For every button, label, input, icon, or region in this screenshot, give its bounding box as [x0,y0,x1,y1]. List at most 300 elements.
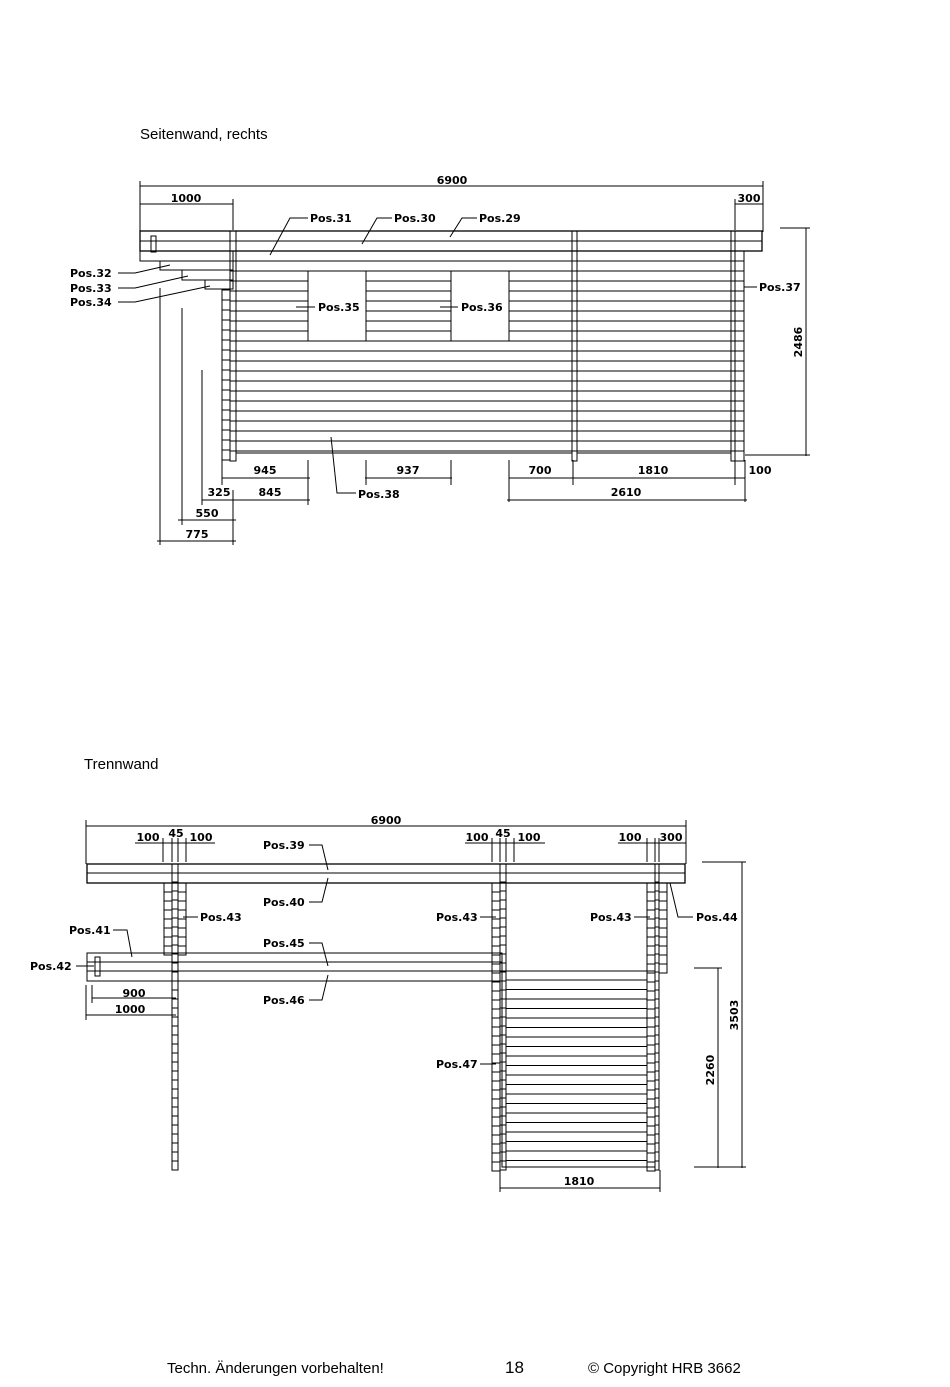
post-block [647,973,655,982]
post-block [500,1035,506,1044]
post-block [230,361,236,371]
post-block [164,946,172,955]
dim-2260: 2260 [704,1054,717,1086]
post-block [647,901,655,910]
post-block [500,1134,506,1143]
post-block [500,1107,506,1116]
post-block [647,1009,655,1018]
post-block [172,1116,178,1125]
post-block [178,919,186,928]
post-block [222,420,230,430]
post-block [178,937,186,946]
label-pos33: Pos.33 [70,282,112,295]
post-block [647,946,655,955]
post-block [500,1116,506,1125]
post-block [735,321,744,331]
dim-100-d: 100 [517,831,541,844]
post-block [655,981,659,990]
post-block [178,892,186,901]
post-block [172,918,178,927]
partition-mid-beam [87,953,502,981]
post-block [655,1035,659,1044]
post-block [230,321,236,331]
post-block [735,251,744,261]
dim-550: 550 [195,507,219,520]
post-block [572,451,577,461]
post-block [655,999,659,1008]
post-block [731,421,735,431]
post-block [500,1125,506,1134]
post-block [500,1026,506,1035]
post-block [492,964,500,973]
post-block [492,1117,500,1126]
post-block [178,901,186,910]
post-block [647,1108,655,1117]
post-block [572,241,577,251]
post-block [647,1027,655,1036]
post-block [222,310,230,320]
dim-945: 945 [253,464,277,477]
post-block [572,441,577,451]
post-block [230,351,236,361]
label-pos47: Pos.47 [436,1058,478,1071]
post-block [655,1107,659,1116]
footer-disclaimer: Techn. Änderungen vorbehalten! [167,1360,384,1377]
post-block [492,991,500,1000]
post-block [222,370,230,380]
post-block [659,928,667,937]
post-block [655,1098,659,1107]
post-block [500,1161,506,1170]
post-block [222,300,230,310]
post-block [164,928,172,937]
post-block [572,341,577,351]
dim-300: 300 [737,192,761,205]
post-block [230,391,236,401]
dim-775: 775 [185,528,209,541]
post-block [659,946,667,955]
wall-panel-left [236,231,572,453]
post-block [655,909,659,918]
post-block [735,301,744,311]
post-block [655,1053,659,1062]
post-block [572,431,577,441]
post-block [492,1090,500,1099]
post-block [731,411,735,421]
post-block [230,341,236,351]
post-block [172,1053,178,1062]
post-block [731,341,735,351]
post-block [647,892,655,901]
label-pos40: Pos.40 [263,896,305,909]
post-block [492,1009,500,1018]
post-block [647,964,655,973]
dim-6900-b: 6900 [370,814,402,827]
post-block [492,946,500,955]
post-block [735,371,744,381]
post-block [172,1080,178,1089]
post-block [172,900,178,909]
label-pos41: Pos.41 [69,924,111,937]
post-block [647,883,655,892]
post-block [492,919,500,928]
post-block [735,441,744,451]
side-wall-drawing [70,174,810,545]
post-block [230,441,236,451]
post-block [655,963,659,972]
partition-wall-title: Trennwand [84,756,159,773]
dim-1810-b: 1810 [563,1175,595,1188]
post-block [492,901,500,910]
post-block [572,411,577,421]
label-pos35: Pos.35 [318,301,360,314]
post-block [230,311,236,321]
post-block [222,410,230,420]
post-block [172,1089,178,1098]
post-block [172,873,178,882]
post-block [655,927,659,936]
post-block [647,1081,655,1090]
post-block [731,381,735,391]
post-block [731,391,735,401]
post-block [500,927,506,936]
post-block [222,360,230,370]
post-block [647,1144,655,1153]
label-pos34: Pos.34 [70,296,112,309]
post-block [572,301,577,311]
post-block [492,1108,500,1117]
post-block [492,1099,500,1108]
post-block [172,1098,178,1107]
label-pos39: Pos.39 [263,839,305,852]
post-block [172,1152,178,1161]
post-block [492,982,500,991]
post-block [731,311,735,321]
post-block [572,261,577,271]
post-block [655,1071,659,1080]
post-block [230,241,236,251]
post-block [659,883,667,892]
post-block [647,982,655,991]
post-block [500,873,506,882]
label-pos43-a: Pos.43 [200,911,242,924]
post-block [492,1135,500,1144]
post-block [572,351,577,361]
post-block [572,311,577,321]
post-block [230,381,236,391]
post-block [655,972,659,981]
post-block [222,340,230,350]
post-block [731,281,735,291]
post-block [500,891,506,900]
post-block [172,1107,178,1116]
post-block [500,981,506,990]
page-number: 18 [505,1358,524,1377]
post-block [492,1045,500,1054]
label-pos44: Pos.44 [696,911,738,924]
dim-100: 100 [748,464,772,477]
post-block [731,301,735,311]
post-block [659,892,667,901]
post-block [647,1153,655,1162]
post-block [230,231,236,241]
post-block [655,936,659,945]
post-block [172,1161,178,1170]
post-block [659,919,667,928]
post-block [172,999,178,1008]
post-block [178,946,186,955]
post-block [655,945,659,954]
label-pos36: Pos.36 [461,301,503,314]
post-block [659,955,667,964]
post-block [655,891,659,900]
infill-pos47 [502,971,655,1167]
post-block [655,900,659,909]
post-block [222,430,230,440]
post-block [572,331,577,341]
post-block [731,291,735,301]
post-block [222,330,230,340]
post-block [735,361,744,371]
post-block [655,873,659,882]
post-block [222,320,230,330]
post-block [735,381,744,391]
post-block [659,937,667,946]
post-block [735,351,744,361]
dim-3503: 3503 [728,999,741,1031]
post-block [655,1026,659,1035]
post-block [492,955,500,964]
post-block [572,361,577,371]
post-block [655,1116,659,1125]
post-block [500,1080,506,1089]
post-block [659,901,667,910]
post-block [647,1018,655,1027]
post-block [492,1153,500,1162]
post-block [222,290,230,300]
dim-700: 700 [528,464,552,477]
post-block [731,271,735,281]
post-block [647,1063,655,1072]
dim-1810: 1810 [637,464,669,477]
post-block [492,1126,500,1135]
wall-panel-right [577,231,731,453]
post-block [500,1053,506,1062]
post-block [655,1143,659,1152]
dim-100-c: 100 [465,831,489,844]
post-block [647,910,655,919]
post-block [222,450,230,460]
post-block [655,1017,659,1026]
post-block [172,981,178,990]
post-block [735,401,744,411]
post-block [500,1017,506,1026]
post-block [172,1044,178,1053]
post-block [230,451,236,461]
post-block [735,261,744,271]
label-pos43-c: Pos.43 [590,911,632,924]
post-block [500,1098,506,1107]
post-block [731,251,735,261]
post-block [492,928,500,937]
post-block [572,281,577,291]
post-block [500,990,506,999]
post-block [172,891,178,900]
footer-copyright: © Copyright HRB 3662 [588,1360,741,1377]
dim-937: 937 [396,464,420,477]
post-block [647,1135,655,1144]
post-block [164,892,172,901]
post-block [655,1134,659,1143]
label-pos32: Pos.32 [70,267,112,280]
post-block [731,401,735,411]
post-block [230,431,236,441]
post-block [647,955,655,964]
post-block [492,1027,500,1036]
post-block [731,361,735,371]
post-block [655,1062,659,1071]
post-block [500,864,506,873]
post-block [655,1152,659,1161]
post-block [230,421,236,431]
post-block [222,400,230,410]
post-block [655,1080,659,1089]
post-block [572,271,577,281]
post-block [500,936,506,945]
post-block [492,1054,500,1063]
post-block [172,864,178,873]
post-block [178,883,186,892]
post-block [655,918,659,927]
post-block [647,1090,655,1099]
post-block [647,919,655,928]
post-block [222,390,230,400]
post-block [735,451,744,461]
post-block [172,927,178,936]
post-block [492,1000,500,1009]
post-block [500,1152,506,1161]
post-block [492,1018,500,1027]
post-block [735,391,744,401]
dim-1000: 1000 [170,192,202,205]
post-block [178,928,186,937]
post-block [655,1161,659,1170]
post-block [731,321,735,331]
post-block [500,918,506,927]
post-block [172,1017,178,1026]
post-block [731,241,735,251]
post-block [492,937,500,946]
post-block [647,1000,655,1009]
post-block [164,910,172,919]
post-block [655,1089,659,1098]
label-pos45: Pos.45 [263,937,305,950]
post-block [655,1125,659,1134]
post-block [572,231,577,241]
post-block [164,883,172,892]
post-block [572,291,577,301]
dim-325: 325 [207,486,231,499]
label-pos37: Pos.37 [759,281,801,294]
post-block [731,351,735,361]
post-block [735,311,744,321]
post-block [647,1054,655,1063]
post-block [647,1126,655,1135]
post-block [731,451,735,461]
post-block [500,1089,506,1098]
dim-2610: 2610 [610,486,642,499]
post-block [492,1036,500,1045]
post-block [492,1144,500,1153]
post-block [500,1044,506,1053]
dim-45-a: 45 [168,827,184,840]
post-block [731,441,735,451]
label-pos42: Pos.42 [30,960,72,973]
post-block [230,291,236,301]
post-block [655,990,659,999]
post-block [172,1143,178,1152]
post-block [500,1071,506,1080]
post-block [230,301,236,311]
post-block [230,371,236,381]
post-block [735,431,744,441]
post-block [172,972,178,981]
dim-6900: 6900 [436,174,468,187]
dim-100-a: 100 [136,831,160,844]
post-block [172,909,178,918]
post-block [500,909,506,918]
post-block [731,331,735,341]
post-block [172,1062,178,1071]
post-block [500,999,506,1008]
post-block [735,271,744,281]
post-block [647,1099,655,1108]
post-block [735,331,744,341]
dim-45-b: 45 [495,827,511,840]
label-pos31: Pos.31 [310,212,352,225]
post-block [172,1134,178,1143]
post-block [572,381,577,391]
post-block [500,1008,506,1017]
post-block [172,1026,178,1035]
post-block [659,910,667,919]
post-block [230,401,236,411]
post-block [222,440,230,450]
post-block [572,321,577,331]
post-block [572,401,577,411]
post-block [492,892,500,901]
post-block [731,231,735,241]
post-block [492,910,500,919]
dim-100-b: 100 [189,831,213,844]
side-wall-title: Seitenwand, rechts [140,126,268,143]
post-block [222,350,230,360]
post-block [647,1117,655,1126]
post-block [735,421,744,431]
post-block [659,964,667,973]
post-block [735,411,744,421]
post-block [500,1062,506,1071]
post-block [178,910,186,919]
post-block [492,1072,500,1081]
post-block [172,1071,178,1080]
label-pos46: Pos.46 [263,994,305,1007]
post-block [735,341,744,351]
post-block [500,1143,506,1152]
post-block [647,1072,655,1081]
label-pos38: Pos.38 [358,488,400,501]
post-block [655,1008,659,1017]
